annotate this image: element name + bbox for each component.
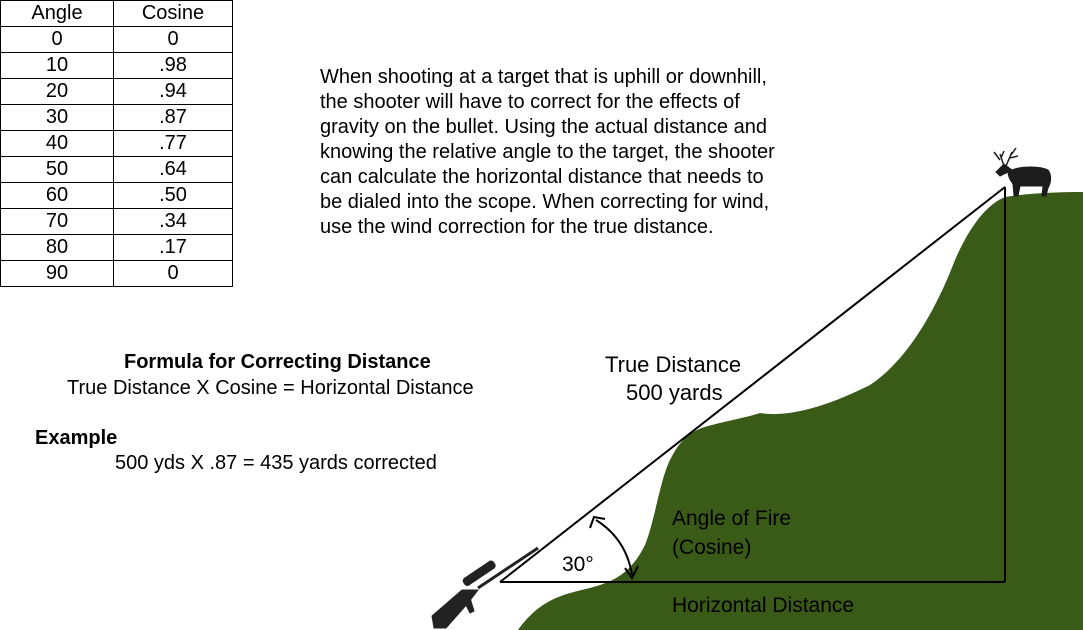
- hill: [518, 192, 1083, 630]
- table-row: [1, 131, 233, 157]
- angle-cell: 20: [1, 79, 114, 105]
- cosine-cell: .94: [114, 79, 233, 105]
- cosine-cell: 0: [114, 27, 233, 53]
- true-distance-label: True Distance: [605, 352, 742, 377]
- example-title: Example: [35, 427, 118, 449]
- table-row: [1, 209, 233, 235]
- table-row: [1, 157, 233, 183]
- cosine-header: Cosine: [114, 1, 233, 27]
- intro-line: be dialed into the scope. When correcting for wind,: [320, 191, 770, 213]
- example-expression: 500 yds X .87 = 435 yards corrected: [115, 452, 437, 474]
- table-row: [1, 27, 233, 53]
- cosine-cell: .77: [114, 131, 233, 157]
- intro-line: knowing the relative angle to the target, the shooter: [320, 141, 775, 163]
- formula-expression: True Distance X Cosine = Horizontal Distance: [67, 377, 474, 399]
- cosine-table: [0, 0, 233, 287]
- angle-cell: 70: [1, 209, 114, 235]
- table-row: [1, 105, 233, 131]
- horizontal-distance-label: Horizontal Distance: [672, 594, 855, 617]
- angle-cell: 60: [1, 183, 114, 209]
- cosine-cell: .50: [114, 183, 233, 209]
- angle-cell: 10: [1, 53, 114, 79]
- table-row: [1, 183, 233, 209]
- angle-cell: 50: [1, 157, 114, 183]
- cosine-cell: .34: [114, 209, 233, 235]
- angle-cell: 80: [1, 235, 114, 261]
- angle-of-fire-sublabel: (Cosine): [672, 536, 752, 559]
- cosine-cell: .98: [114, 53, 233, 79]
- rifle-icon: [432, 548, 538, 628]
- intro-line: the shooter will have to correct for the effects of: [320, 91, 740, 113]
- intro-line: can calculate the horizontal distance that needs to: [320, 166, 764, 188]
- angle-cell: 40: [1, 131, 114, 157]
- formula-title: Formula for Correcting Distance: [124, 351, 431, 373]
- true-distance-value: 500 yards: [626, 380, 723, 405]
- table-row: [1, 53, 233, 79]
- table-row: [1, 261, 233, 287]
- angle-header: Angle: [1, 1, 114, 27]
- angle-arrow-icon: [590, 517, 638, 578]
- cosine-cell: .17: [114, 235, 233, 261]
- angle-of-fire-label: Angle of Fire: [672, 507, 792, 530]
- intro-line: use the wind correction for the true distance.: [320, 216, 714, 238]
- table-row: [1, 235, 233, 261]
- table-row: [1, 79, 233, 105]
- intro-paragraph: [320, 65, 775, 240]
- cosine-cell: .64: [114, 157, 233, 183]
- angle-value-label: 30°: [562, 553, 594, 576]
- intro-line: When shooting at a target that is uphill or downhill,: [320, 66, 767, 88]
- angle-cell: 90: [1, 261, 114, 287]
- angle-cell: 30: [1, 105, 114, 131]
- cosine-cell: .87: [114, 105, 233, 131]
- intro-line: gravity on the bullet. Using the actual distance and: [320, 116, 767, 138]
- angle-cell: 0: [1, 27, 114, 53]
- cosine-cell: 0: [114, 261, 233, 287]
